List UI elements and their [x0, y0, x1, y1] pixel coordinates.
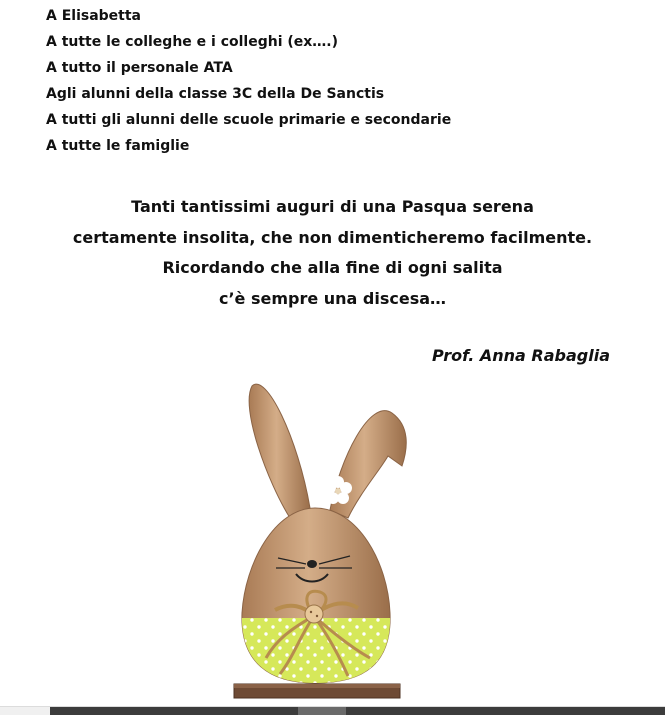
message-line: Ricordando che alla fine di ogni salita: [162, 258, 503, 277]
message-line: Tanti tantissimi auguri di una Pasqua serena: [131, 197, 534, 216]
recipient-list: [46, 3, 451, 159]
signature: Prof. Anna Rabaglia: [432, 346, 610, 365]
recipient-line: A Elisabetta: [46, 8, 141, 24]
scrollbar-thumb-grip[interactable]: [298, 707, 346, 715]
greeting-message: [0, 192, 665, 314]
recipient-line: Agli alunni della classe 3C della De Sanctis: [46, 86, 385, 102]
scrollbar-thumb[interactable]: [50, 707, 665, 715]
message-line: certamente insolita, che non dimenticheremo facilmente.: [72, 227, 593, 247]
message-line: c’è sempre una discesa…: [218, 288, 447, 308]
recipient-line: A tutti gli alunni delle scuole primarie e secondarie: [46, 112, 452, 128]
recipient-line: A tutto il personale ATA: [46, 60, 233, 76]
recipient-line: A tutte le famiglie: [46, 138, 190, 154]
easter-bunny-image: [220, 378, 420, 708]
horizontal-scrollbar[interactable]: [0, 706, 665, 715]
recipient-line: A tutte le colleghe e i colleghi (ex….): [46, 34, 339, 50]
